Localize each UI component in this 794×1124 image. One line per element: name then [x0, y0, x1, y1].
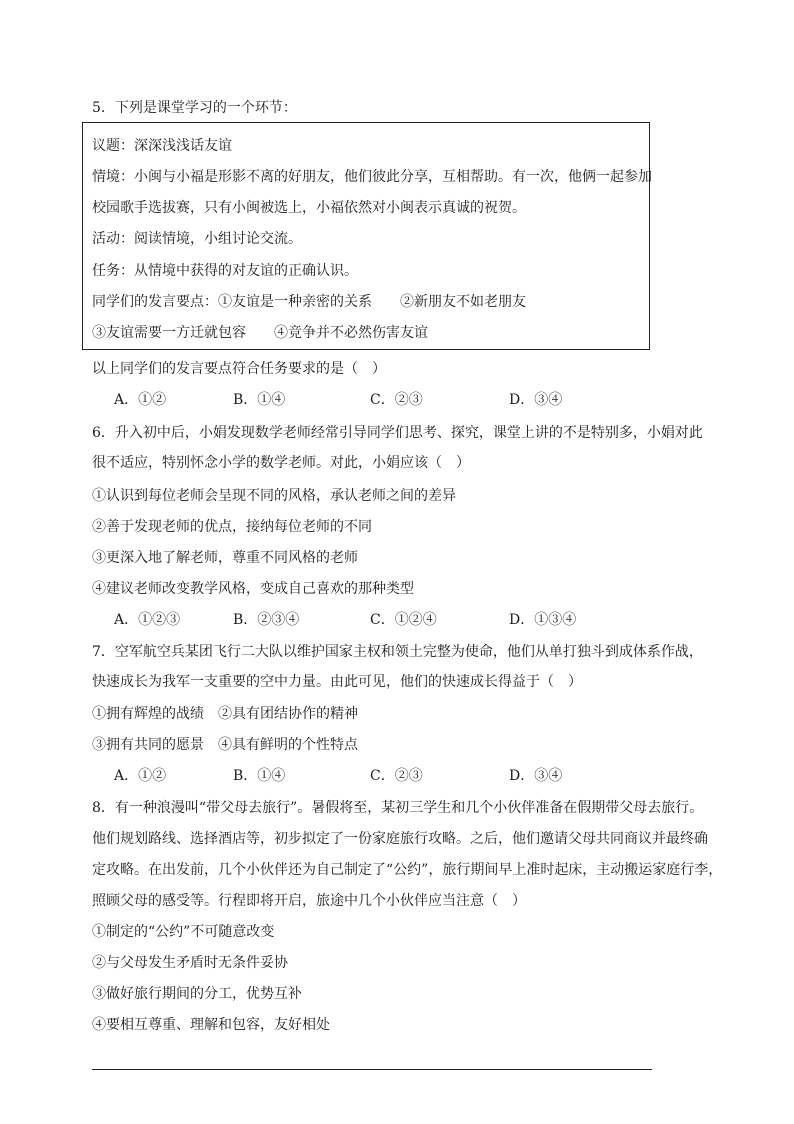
q6-option-d[interactable]: D．①③④ [509, 612, 577, 628]
q5-points-line1: 同学们的发言要点：①友谊是一种亲密的关系 ②新朋友不如老朋友 [92, 294, 526, 310]
q6-stem-line1: 6．升入初中后，小娟发现数学老师经常引导同学们思考、探究，课堂上讲的不是特别多，小娟对此 [92, 425, 703, 441]
q7-option-c[interactable]: C．②③ [370, 768, 423, 784]
q6-item-4: ④建议老师改变教学风格，变成自己喜欢的那种类型 [92, 581, 414, 597]
q6-option-b[interactable]: B．②③④ [233, 612, 300, 628]
q8-stem-line3: 定攻略。在出发前，几个小伙伴还为自己制定了“公约”，旅行期间早上准时起床，主动搬运家庭行李， [92, 862, 723, 878]
q5-option-b[interactable]: B．①④ [233, 392, 286, 408]
q6-item-2: ②善于发现老师的优点，接纳每位老师的不同 [92, 519, 372, 535]
footer-divider [92, 1069, 652, 1070]
q8-item-2: ②与父母发生矛盾时无条件妥协 [92, 955, 288, 971]
q8-item-1: ①制定的“公约”不可随意改变 [92, 924, 275, 940]
q7-option-b[interactable]: B．①④ [233, 768, 286, 784]
q7-option-a[interactable]: A．①② [114, 768, 167, 784]
q8-stem-line4: 照顾父母的感受等。行程即将开启，旅途中几个小伙伴应当注意（ ） [92, 893, 526, 909]
q7-stem-line2: 快速成长为我军一支重要的空中力量。由此可见，他们的快速成长得益于（ ） [92, 674, 582, 690]
q7-stem-line1: 7．空军航空兵某团飞行二大队以维护国家主权和领土完整为使命，他们从单打独斗到成体系作战， [92, 644, 703, 660]
q6-item-3: ③更深入地了解老师，尊重不同风格的老师 [92, 550, 358, 566]
q5-option-c[interactable]: C．②③ [370, 392, 423, 408]
q5-option-d[interactable]: D．③④ [509, 392, 563, 408]
q8-item-3: ③做好旅行期间的分工，优势互补 [92, 986, 302, 1002]
q8-stem-line2: 他们规划路线、选择酒店等，初步拟定了一份家庭旅行攻略。之后，他们邀请父母共同商议并最终确 [92, 831, 708, 847]
q8-stem-line1: 8．有一种浪漫叫“带父母去旅行”。暑假将至，某初三学生和几个小伙伴准备在假期带父母去旅行。 [92, 800, 704, 816]
q6-item-1: ①认识到每位老师会呈现不同的风格，承认老师之间的差异 [92, 488, 456, 504]
q5-question: 以上同学们的发言要点符合任务要求的是（ ） [92, 361, 386, 377]
q7-option-d[interactable]: D．③④ [509, 768, 563, 784]
q7-items-line2: ③拥有共同的愿景 ④具有鲜明的个性特点 [92, 737, 358, 753]
q5-situation-line2: 校园歌手选拔赛，只有小闽被选上，小福依然对小闽表示真诚的祝贺。 [92, 200, 526, 216]
q6-option-a[interactable]: A．①②③ [114, 612, 181, 628]
q7-items-line1: ①拥有辉煌的战绩 ②具有团结协作的精神 [92, 706, 358, 722]
q6-stem-line2: 很不适应，特别怀念小学的数学老师。对此，小娟应该（ ） [92, 455, 470, 471]
q5-points-line2: ③友谊需要一方迁就包容 ④竞争并不必然伤害友谊 [92, 325, 428, 341]
q8-item-4: ④要相互尊重、理解和包容，友好相处 [92, 1017, 330, 1033]
q6-option-c[interactable]: C．①②④ [370, 612, 437, 628]
q5-activity: 活动：阅读情境，小组讨论交流。 [92, 231, 302, 247]
q5-stem: 5．下列是课堂学习的一个环节： [92, 100, 297, 116]
q5-scenario-box [82, 122, 650, 350]
q5-topic: 议题：深深浅浅话友谊 [92, 138, 232, 154]
q5-task: 任务：从情境中获得的对友谊的正确认识。 [92, 263, 358, 279]
q5-situation-line1: 情境：小闽与小福是形影不离的好朋友，他们彼此分享，互相帮助。有一次，他俩一起参加 [92, 169, 652, 185]
q5-option-a[interactable]: A．①② [114, 392, 167, 408]
